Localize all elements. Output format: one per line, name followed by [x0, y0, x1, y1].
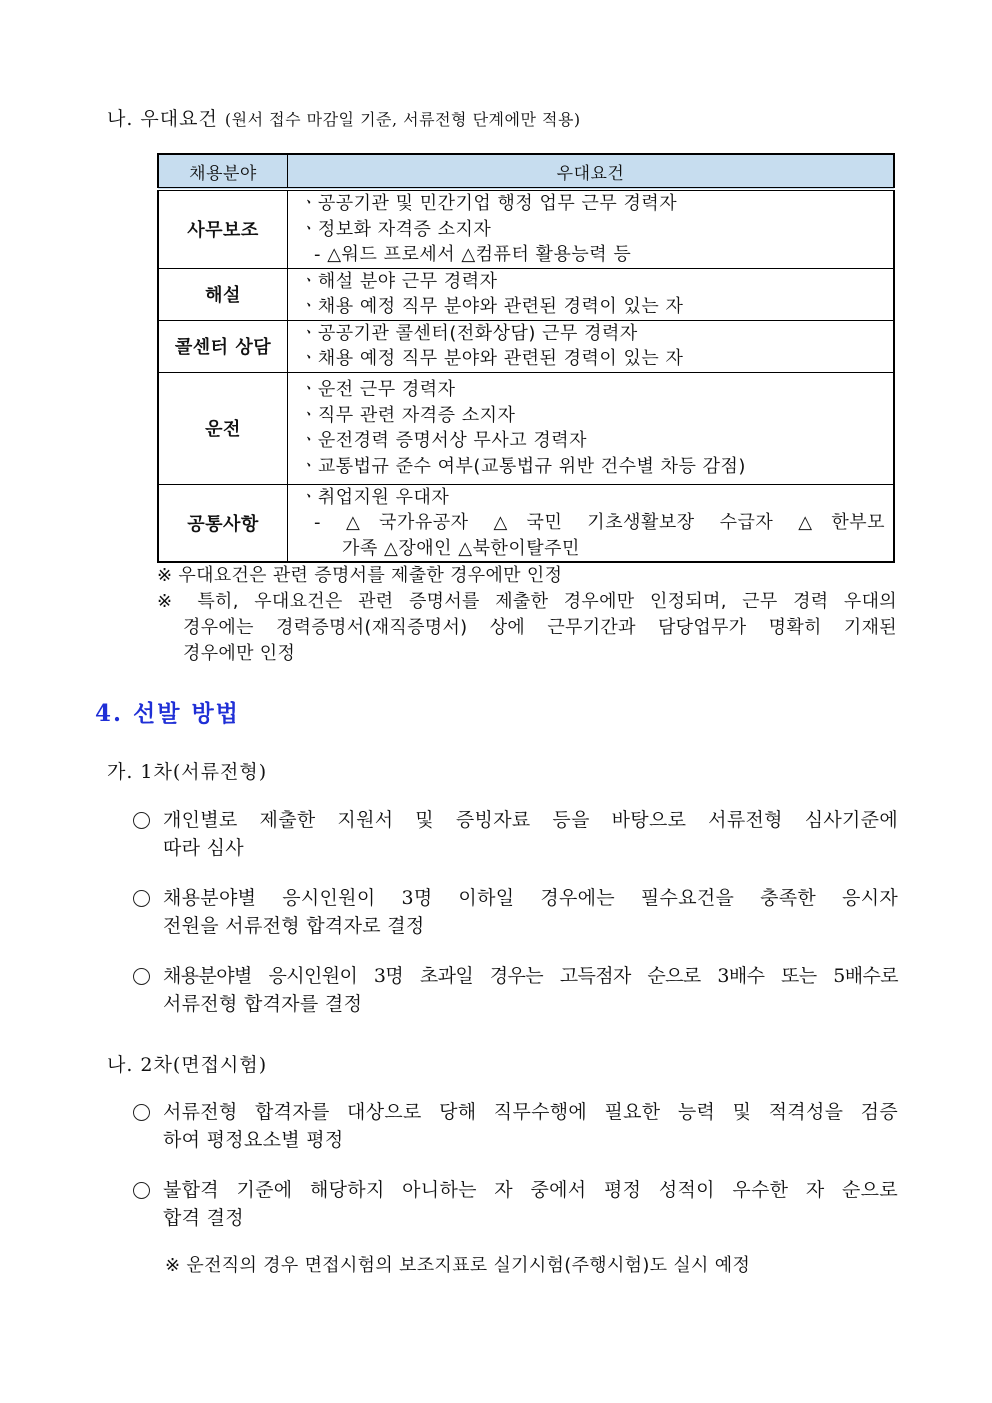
section-heading-preferential-conditions — [107, 104, 581, 131]
bullet-item — [133, 962, 898, 1018]
section-heading-selection-method: 4. 선발 방법 — [95, 700, 240, 727]
bullet-line: 하여 평정요소별 평정 — [163, 1129, 344, 1151]
category-cell: 사무보조 — [158, 189, 288, 268]
condition-line: ㆍ채용 예정 직무 분야와 관련된 경력이 있는 자 — [300, 348, 684, 369]
conditions-cell — [288, 484, 895, 562]
category-cell: 콜센터 상담 — [158, 320, 288, 372]
heading-subtitle: (원서 접수 마감일 기준, 서류전형 단계에만 적용) — [224, 110, 581, 129]
circle-bullet-icon — [133, 1182, 150, 1199]
bullet-line: 서류전형 합격자를 결정 — [163, 993, 363, 1015]
header-cell-field: 채용분야 — [158, 154, 288, 189]
table-row — [158, 189, 894, 268]
bullet-line: 서류전형 합격자를 대상으로 당해 직무수행에 필요한 능력 및 적격성을 검증 — [163, 1101, 898, 1123]
bullet-line: 따라 심사 — [163, 837, 244, 859]
condition-subline-continued: 가족 △장애인 △북한이탈주민 — [342, 537, 580, 559]
bullet-line: 불합격 기준에 해당하지 아니하는 자 중에서 평정 성적이 우수한 자 순으로 — [163, 1179, 898, 1201]
bullet-line: 개인별로 제출한 지원서 및 증빙자료 등을 바탕으로 서류전형 심사기준에 — [163, 809, 898, 831]
category-cell: 공통사항 — [158, 484, 288, 562]
conditions-cell — [288, 189, 895, 268]
note-line: 경우에는 경력증명서(재직증명서) 상에 근무기간과 담당업무가 명확히 기재된 — [183, 617, 897, 638]
circle-bullet-icon — [133, 890, 150, 907]
preferential-conditions-table — [157, 153, 895, 563]
condition-line: ㆍ교통법규 준수 여부(교통법규 위반 건수별 차등 감점) — [300, 455, 746, 477]
bullet-line: 합격 결정 — [163, 1207, 244, 1229]
subsection-heading-document-screening: 가. 1차(서류전형) — [107, 761, 268, 783]
bullet-item — [133, 806, 898, 862]
condition-line: ㆍ취업지원 우대자 — [300, 486, 450, 508]
bullet-line: 채용분야별 응시인원이 3명 이하일 경우에는 필수요건을 충족한 응시자 — [163, 887, 898, 909]
circle-bullet-icon — [133, 812, 150, 829]
circle-bullet-icon — [133, 968, 150, 985]
condition-line: ㆍ운전경력 증명서상 무사고 경력자 — [300, 430, 587, 451]
heading-title: 나. 우대요건 — [107, 108, 218, 130]
note-line: ※ 특히, 우대요건은 관련 증명서를 제출한 경우에만 인정되며, 근무 경력 우대의 — [157, 591, 897, 612]
condition-line: ㆍ채용 예정 직무 분야와 관련된 경력이 있는 자 — [300, 296, 684, 317]
table-row — [158, 320, 894, 372]
condition-line: ㆍ해설 분야 근무 경력자 — [300, 270, 498, 292]
bullet-line: 채용분야별 응시인원이 3명 초과일 경우는 고득점자 순으로 3배수 또는 5배수로 — [163, 965, 898, 987]
condition-line: ㆍ정보화 자격증 소지자 — [300, 218, 492, 240]
driver-practical-test-note: ※ 운전직의 경우 면접시험의 보조지표로 실기시험(주행시험)도 실시 예정 — [165, 1255, 751, 1276]
note-line: 경우에만 인정 — [183, 643, 296, 664]
subsection-heading-interview: 나. 2차(면접시험) — [107, 1054, 268, 1076]
bullet-item — [133, 884, 898, 940]
bullet-line: 전원을 서류전형 합격자로 결정 — [163, 915, 425, 937]
condition-line: ㆍ운전 근무 경력자 — [300, 379, 456, 400]
header-cell-conditions: 우대요건 — [288, 154, 895, 189]
table-row — [158, 484, 894, 562]
bullet-item — [133, 1098, 898, 1154]
category-cell: 해설 — [158, 268, 288, 320]
condition-line: ㆍ직무 관련 자격증 소지자 — [300, 404, 516, 426]
table-notes — [157, 563, 897, 667]
table-row — [158, 372, 894, 484]
bullet-item — [133, 1176, 898, 1232]
conditions-cell — [288, 320, 895, 372]
condition-line: ㆍ공공기관 콜센터(전화상담) 근무 경력자 — [300, 322, 638, 344]
table-header-row — [158, 154, 894, 189]
conditions-cell — [288, 372, 895, 484]
category-cell: 운전 — [158, 372, 288, 484]
condition-subline: - △워드 프로세서 △컴퓨터 활용능력 등 — [314, 244, 632, 265]
circle-bullet-icon — [133, 1104, 150, 1121]
note-line: ※ 우대요건은 관련 증명서를 제출한 경우에만 인정 — [157, 565, 563, 586]
conditions-cell — [288, 268, 895, 320]
condition-subline: - △국가유공자 △국민 기초생활보장 수급자 △한부모 — [314, 512, 885, 533]
condition-line: ㆍ공공기관 및 민간기업 행정 업무 근무 경력자 — [300, 193, 678, 214]
table-row — [158, 268, 894, 320]
